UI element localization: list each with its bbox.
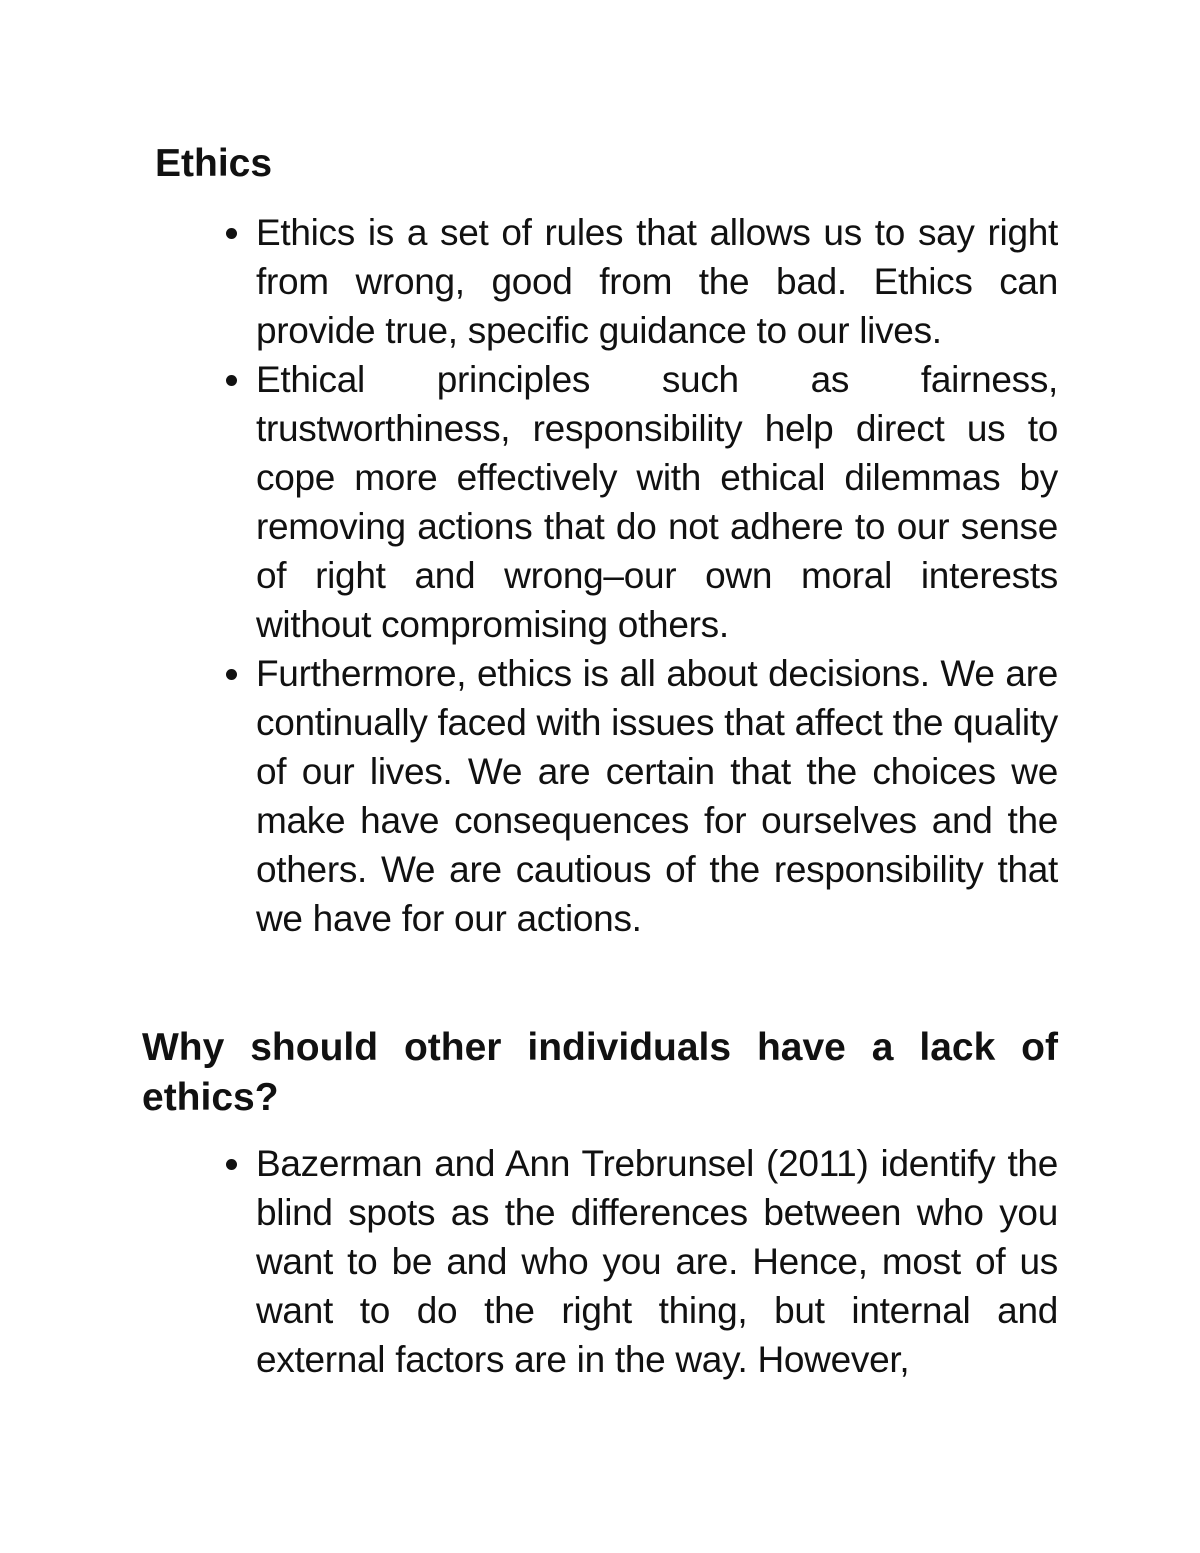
list-item <box>0 208 1058 355</box>
list-item-text: Ethics is a set of rules that allows us to say right from wrong, good from the bad. Ethics can provide true, specific guidance to our lives. <box>256 212 1058 351</box>
bullet-icon <box>226 375 237 386</box>
list-item-text: Ethical principles such as fairness, trustworthiness, responsibility help direct us to cope more effectively with ethical dilemmas by removing actions that do not adhere to our sense of right and wrong–our own moral interests without compromising others. <box>256 359 1058 645</box>
lack-of-ethics-bullet-list <box>0 1139 1058 1384</box>
section-heading-ethics: Ethics <box>155 142 273 185</box>
bullet-icon <box>226 1159 237 1170</box>
section-heading-lack-of-ethics: Why should other individuals have a lack of ethics? <box>142 1026 1058 1119</box>
ethics-bullet-list <box>0 208 1058 943</box>
list-item-text: Bazerman and Ann Trebrunsel (2011) identify the blind spots as the differences between who you want to be and who you are. Hence, most of us want to do the right thing, but internal and external factors are in the way. However, <box>256 1143 1058 1380</box>
list-item <box>0 355 1058 649</box>
bullet-icon <box>226 228 237 239</box>
bullet-icon <box>226 669 237 680</box>
list-item <box>0 1139 1058 1384</box>
list-item <box>0 649 1058 943</box>
list-item-text: Furthermore, ethics is all about decisions. We are continually faced with issues that affect the quality of our lives. We are certain that the choices we make have consequences for ourselves and the others. We are cautious of the responsibility that we have for our actions. <box>256 653 1059 939</box>
